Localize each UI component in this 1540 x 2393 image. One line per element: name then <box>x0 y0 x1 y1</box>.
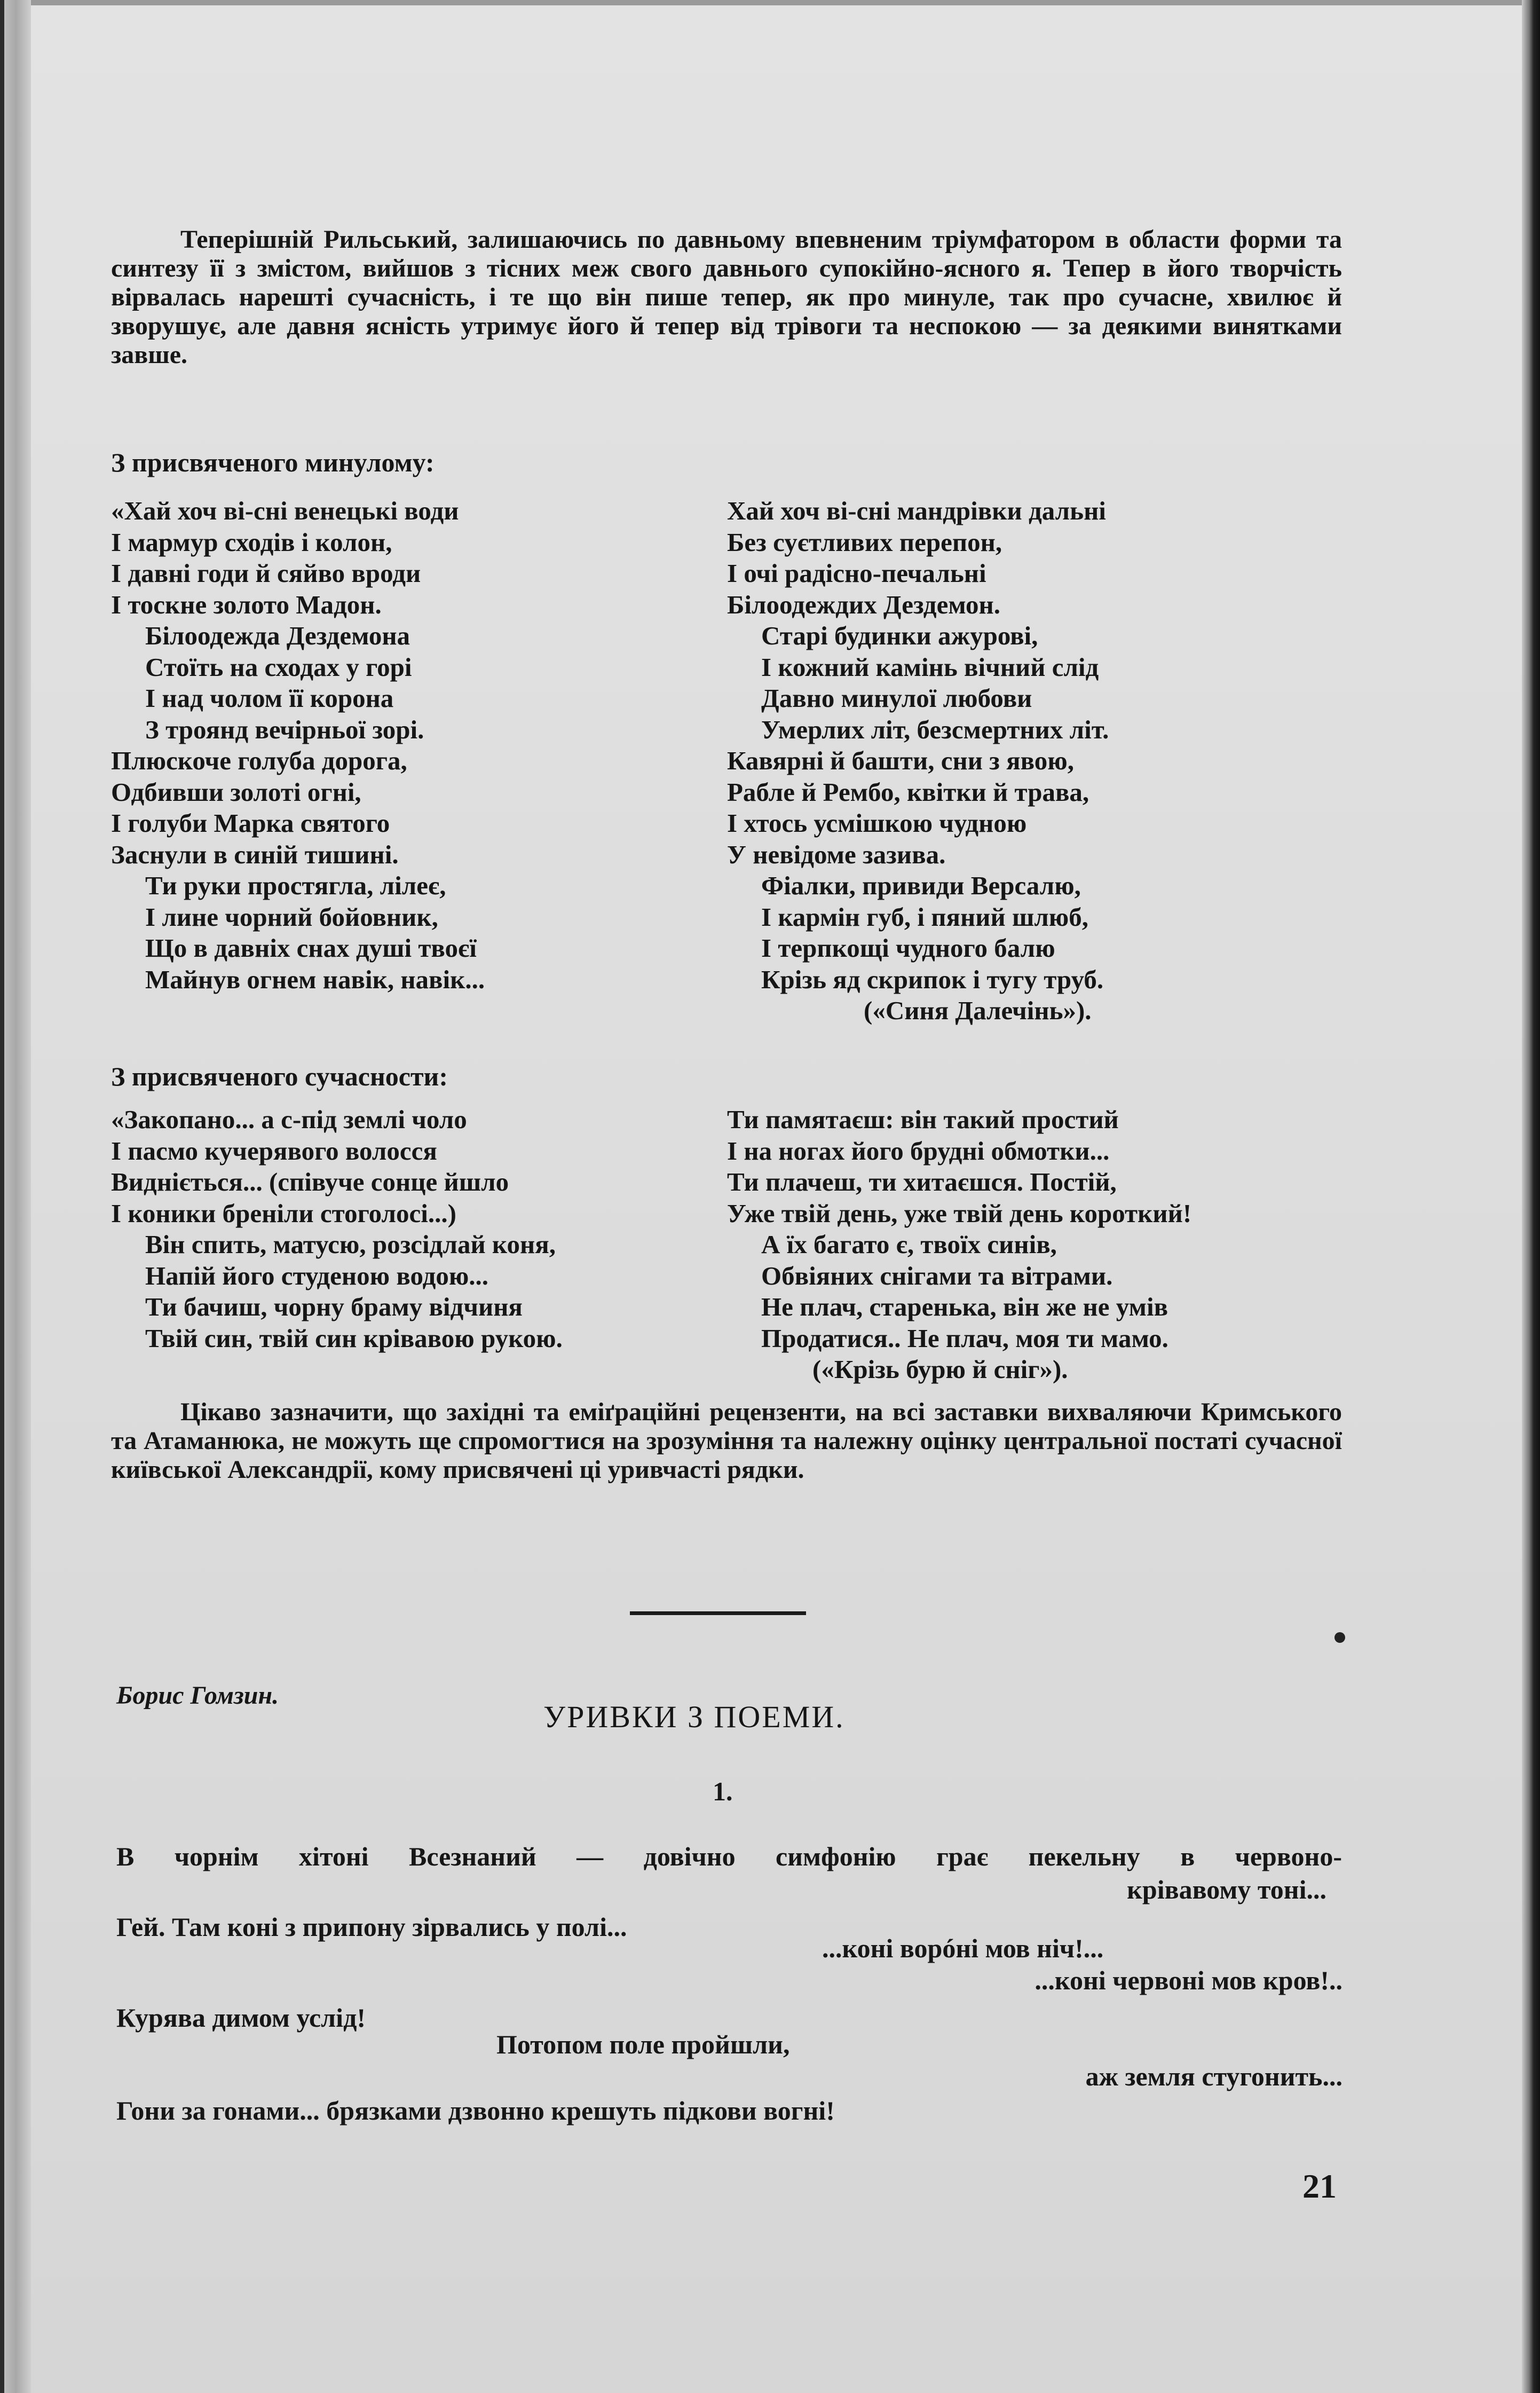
poem-line: І пасмо кучерявого волосся <box>111 1136 437 1166</box>
poem-line: І на ногах його брудні обмотки... <box>727 1136 1110 1166</box>
poem-line: Твій син, твій син крівавою рукою. <box>145 1323 563 1353</box>
present-poem-right-column <box>727 1104 1341 1386</box>
poem-line: Уже твій день, уже твій день короткий! <box>727 1198 1192 1228</box>
past-poem-left-column <box>111 495 698 995</box>
poem-line: Ти бачиш, чорну браму відчиня <box>145 1292 523 1321</box>
page-number: 21 <box>1302 2167 1337 2205</box>
page-right-edge <box>1522 0 1540 2393</box>
poem-line: Давно минулої любови <box>761 683 1032 713</box>
poem-line: І кожний камінь вічний слід <box>761 652 1099 682</box>
verse-line-7: аж земля стугонить... <box>1085 2061 1342 2091</box>
poem-line: Фіалки, привиди Версалю, <box>761 871 1081 900</box>
verse-line-1-continuation: крівавому тоні... <box>1127 1875 1326 1904</box>
poem-line: Майнув огнем навік, навік... <box>145 964 485 994</box>
poem-line: Без суєтливих перепон, <box>727 527 1002 557</box>
poem-title: УРИВКИ З ПОЕМИ. <box>543 1699 845 1734</box>
conclusion-paragraph <box>111 1398 1342 1484</box>
poem-line: І коники бреніли стоголосі...) <box>111 1198 456 1228</box>
poem-line: «Хай хоч ві-сні венецькі води <box>111 496 459 525</box>
poem-line: І мармур сходів і колон, <box>111 527 392 557</box>
present-poem-left-column <box>111 1104 725 1354</box>
verse-line-8: Гони за гонами... брязками дзвонно крешуть підкови вогні! <box>116 2096 835 2126</box>
poem-line: І кармін губ, і пяний шлюб, <box>761 902 1089 932</box>
poem-line: Не плач, старенька, він же не умів <box>761 1292 1168 1321</box>
verse-line-1 <box>116 1841 1342 1872</box>
verse-text: В чорнім хітоні Всезнаний — довічно симфонію грає пекельну в червоно- <box>116 1841 1342 1871</box>
verse-line-6: Потопом поле пройшли, <box>496 2029 790 2059</box>
poem-line: З троянд вечірньої зорі. <box>145 714 424 744</box>
poem-line: Обвіяних снігами та вітрами. <box>761 1261 1113 1290</box>
page-left-binding-edge <box>0 0 31 2393</box>
poem-line: Він спить, матусю, розсідлай коня, <box>145 1230 556 1259</box>
conclusion-block <box>111 1398 1342 1484</box>
poem-line: Одбивши золоті огні, <box>111 777 361 807</box>
conclusion-paragraph-text: Цікаво зазначити, що західні та еміґраційні рецензенти, на всі заставки вихваляючи Кримського та Атаманюка, не можуть ще спромогтися на зрозуміння та належну оцінку центральної постаті сучасної київської Александрії, кому присвячені ці уривчасті рядки. <box>111 1398 1342 1484</box>
poem-line: Видніється... (співуче сонце йшло <box>111 1167 509 1197</box>
poem-line: Ти руки простягла, лілеє, <box>145 871 446 900</box>
poem-line: І давні годи й сяйво вроди <box>111 558 421 588</box>
past-section-label: З присвяченого минулому: <box>111 447 435 477</box>
verse-line-4: ...коні червоні мов кров!.. <box>1034 1965 1342 1995</box>
poem-line: І очі радісно-печальні <box>727 558 986 588</box>
poem-source: («Синя Далечінь»). <box>864 996 1092 1025</box>
ink-dot <box>1334 1632 1345 1643</box>
poem-line: І тоскне золото Мадон. <box>111 589 382 619</box>
poem-line: Плюскоче голуба дорога, <box>111 746 407 775</box>
poem-line: Рабле й Рембо, квітки й трава, <box>727 777 1089 807</box>
poem-line: Продатися.. Не плач, моя ти мамо. <box>761 1323 1168 1353</box>
poem-line: Умерлих літ, безсмертних літ. <box>761 714 1109 744</box>
poem-source: («Крізь бурю й сніг»). <box>812 1355 1068 1384</box>
section-divider <box>630 1611 806 1615</box>
poem-line: У невідоме зазива. <box>727 839 946 869</box>
poem-author: Борис Гомзин. <box>116 1681 279 1710</box>
past-poem-right-column <box>727 495 1352 1027</box>
intro-block <box>111 225 1342 369</box>
poem-line: Ти плачеш, ти хитаєшся. Постій, <box>727 1167 1117 1197</box>
poem-line: А їх багато є, твоїх синів, <box>761 1230 1057 1259</box>
poem-line: Напій його студеною водою... <box>145 1261 489 1290</box>
poem-line: Кавярні й башти, сни з явою, <box>727 746 1074 775</box>
present-section-label: З присвяченого сучасности: <box>111 1061 448 1091</box>
poem-line: Що в давніх снах душі твоєї <box>145 933 477 963</box>
poem-line: І лине чорний бойовник, <box>145 902 438 932</box>
poem-line: Білоодежда Дездемона <box>145 621 410 650</box>
poem-line: Стоїть на сходах у горі <box>145 652 412 682</box>
poem-line: Заснули в синій тишині. <box>111 839 399 869</box>
poem-line: «Закопано... а с-під землі чоло <box>111 1105 467 1134</box>
page-top-edge <box>0 0 1540 5</box>
poem-line: Ти памятаєш: він такий простий <box>727 1105 1119 1134</box>
poem-section-number: 1. <box>713 1776 733 1806</box>
poem-line: І над чолом її корона <box>145 683 394 713</box>
intro-paragraph <box>111 225 1342 369</box>
poem-line: Крізь яд скрипок і тугу труб. <box>761 964 1104 994</box>
poem-line: Старі будинки ажурові, <box>761 621 1038 650</box>
verse-line-2: Гей. Там коні з припону зірвались у полі... <box>116 1912 627 1942</box>
poem-line: І хтось усмішкою чудною <box>727 808 1027 838</box>
poem-line: Хай хоч ві-сні мандрівки дальні <box>727 496 1106 525</box>
intro-paragraph-text: Теперішній Рильський, залишаючись по давньому впевненим тріумфатором в области форми та синтезу її з змістом, вийшов з тісних меж свого давнього супокійно-ясного я. Тепер в його творчість вірвалась нарешті сучасність, і те що він пише тепер, як про минуле, так про сучасне, хвилює й зворушує, але давня ясність утримує його й тепер від трівоги та неспокою — за деякими винятками завше. <box>111 225 1342 369</box>
verse-line-3: ...коні ворóні мов ніч!... <box>822 1933 1104 1963</box>
poem-line: Білоодеждих Дездемон. <box>727 589 1001 619</box>
poem-line: І голуби Марка святого <box>111 808 390 838</box>
poem-line: І терпкощі чудного балю <box>761 933 1055 963</box>
verse-line-5: Курява димом услід! <box>116 2003 366 2033</box>
